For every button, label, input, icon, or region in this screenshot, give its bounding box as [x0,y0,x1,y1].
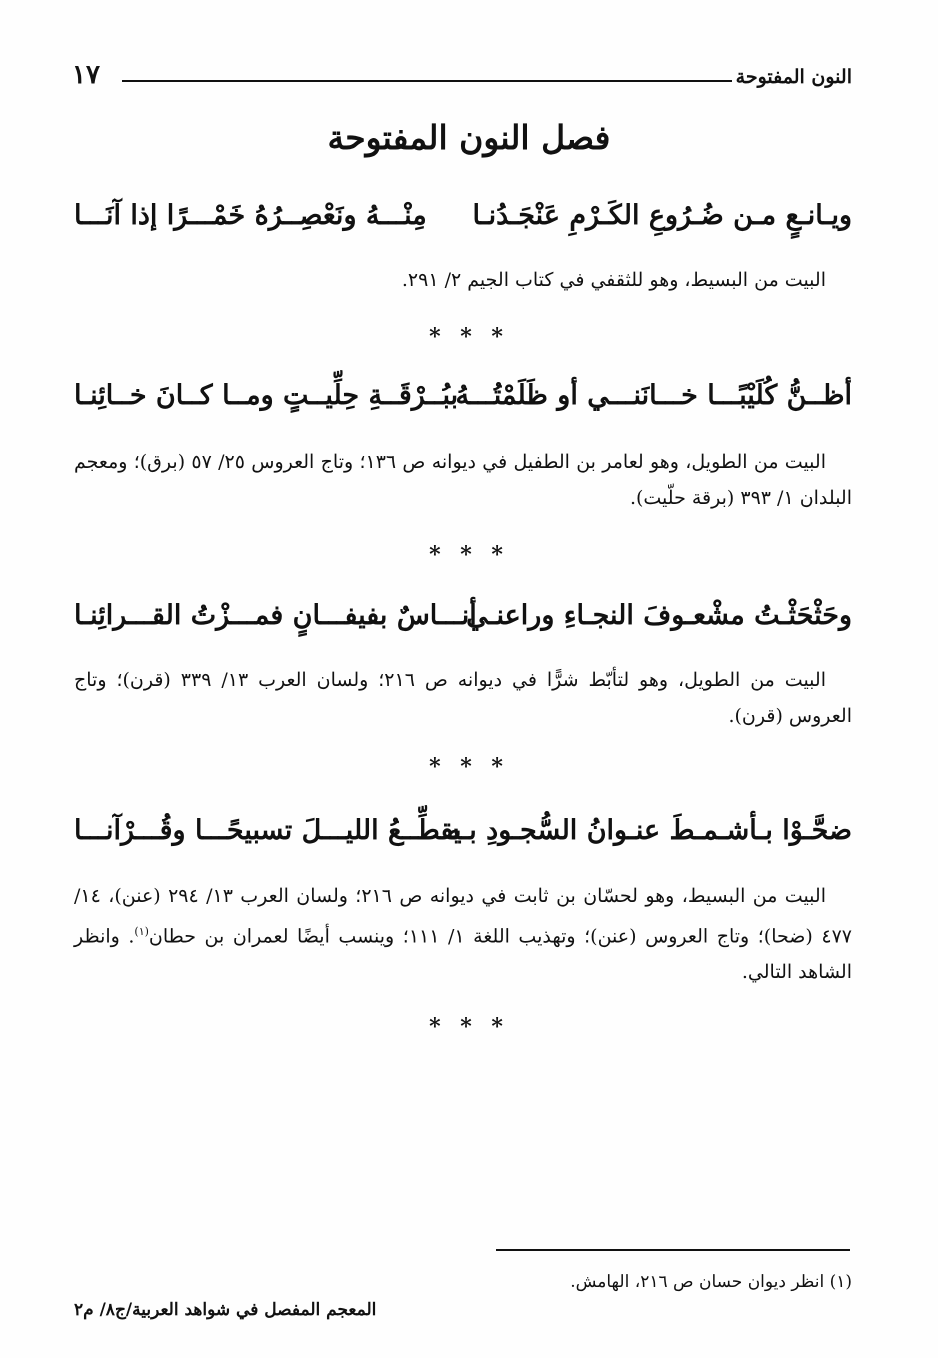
running-header [72,62,852,96]
footnote-1: (١) انظر ديوان حسان ص ٢١٦، الهامش. [570,1272,852,1292]
verse-3 [74,600,852,648]
verse-4-first-hemistich: ضحَّـوْا بـأشـمـطَ عنـوانُ السُّجـودِ بـه [446,815,852,846]
commentary-2: البيت من الطويل، وهو لعامر بن الطفيل في ديوانه ص ١٣٦؛ وتاج العروس ٢٥/ ٥٧ (برق)؛ ومعجم البلدان ١/ ٣٩٣ (برقة حلّيت). [74,451,852,509]
verse-4 [74,815,852,863]
header-rule [122,80,732,82]
footnote-rule [496,1249,850,1251]
verse-4-second-hemistich: يقطِّــعُ الليـــلَ تسبيحًـــا وقُـــرْآنـــا [74,815,462,846]
commentary-4-text: البيت من البسيط، وهو لحسّان بن ثابت في ديوانه ص ٢١٦؛ ولسان العرب ١٣/ ٢٩٤ (عنن)، ١٤/ ٤٧٧ (ضحا)؛ وتاج العروس (عنن)؛ وتهذيب اللغة ١/ ١١١؛ وينسب أيضًا لعمران بن حطان [74,885,852,948]
commentary-4-tail: . وانظر الشاهد التالي. [74,925,852,984]
page-number: ١٧ [72,60,100,90]
running-header-title: النون المفتوحة [735,66,852,88]
verse-2-second-hemistich: ببُــرْقَــةِ حِلِّيــتٍ ومــا كــانَ خــائِنـا [74,380,459,411]
section-separator-2: * * * [429,542,509,568]
section-separator-3: * * * [429,754,509,780]
verse-1 [74,200,852,248]
commentary-3: البيت من الطويل، وهو لتأبّط شرًّا في ديوانه ص ٢١٦؛ ولسان العرب ١٣/ ٣٣٩ (قرن)؛ وتاج العروس (قرن). [74,669,852,727]
verse-3-first-hemistich: وحَثْحَثْـتُ مشْعـوفَ النجـاءِ وراعنـي [466,600,852,631]
section-separator-1: * * * [429,324,509,350]
verse-2 [74,380,852,428]
commentary-1: البيت من البسيط، وهو للثقفي في كتاب الجيم ٢/ ٢٩١. [401,269,826,291]
section-separator-4: * * * [429,1014,509,1040]
footnote-reference-1[interactable]: (١) [134,925,149,938]
footer-signature: المعجم المفصل في شواهد العربية/ج٨/ م٢ [74,1300,377,1320]
verse-1-second-hemistich: مِنْـــهُ ونَعْصِــرُهُ خَمْـــرًا إذا آنَـــا [74,200,427,231]
commentary-4 [74,878,852,990]
chapter-title: فصل النون المفتوحة [327,118,611,157]
verse-1-first-hemistich: ويـانـعٍ مـن ضُـرُوعِ الكَـرْمِ عَنْجَـدُنـا [472,200,852,231]
verse-3-second-hemistich: أنـــاسٌ بفيفـــانٍ فمـــزْتُ القـــرائِنـا [74,600,477,631]
verse-2-first-hemistich: أظــنُّ كُلَيْبًـــا خـــانَنـــي أو ظَلَمْتُـــهُ [455,380,852,411]
